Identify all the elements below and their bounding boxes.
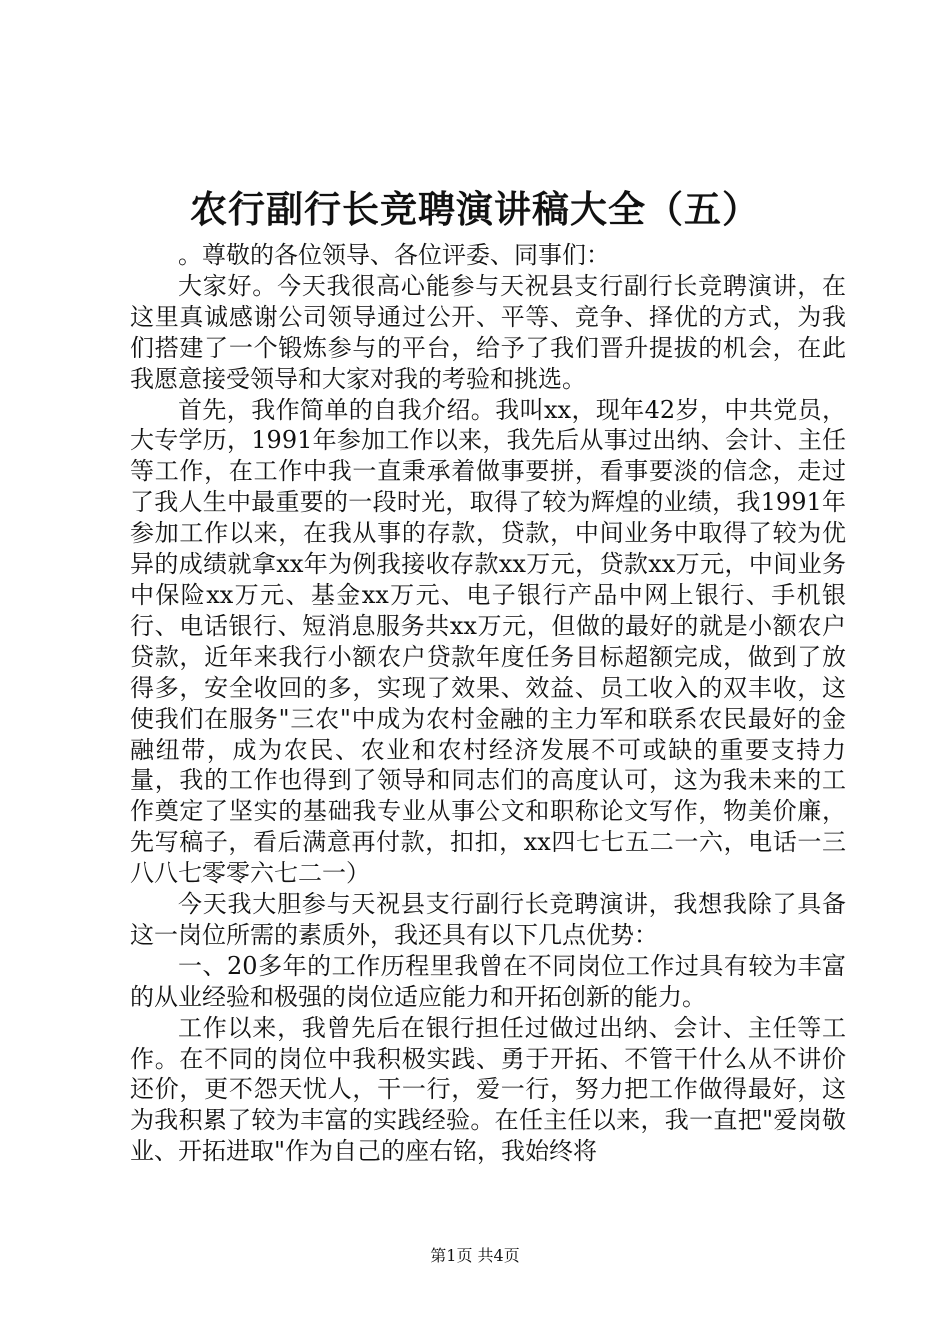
body-paragraph-salutation: 。尊敬的各位领导、各位评委、同事们： [178, 241, 610, 269]
document-title: 农行副行长竞聘演讲稿大全（五） [190, 187, 760, 231]
body-paragraph-work-history: 工作以来，我曾先后在银行担任过做过出纳、会计、主任等工作。在不同的岗位中我积极实践、勇于开拓、不管干什么从不讲价还价，更不怨天忧人，干一行，爱一行，努力把工作做得最好，这为我积累了较为丰富的实践经验。在任主任以来，我一直把"爱岗敬业、开拓进取"作为自己的座右铭，我始终将 [130, 1013, 846, 1166]
document-body [130, 240, 846, 1167]
body-paragraph-greeting: 大家好。今天我很高心能参与天祝县支行副行长竞聘演讲，在这里真诚感谢公司领导通过公开、平等、竞争、择优的方式，为我们搭建了一个锻炼参与的平台，给予了我们晋升提拔的机会，在此我愿意接受领导和大家对我的考验和挑选。 [130, 271, 846, 393]
page-number-footer: 第1页 共4页 [430, 1246, 520, 1265]
body-paragraph-advantages-intro: 今天我大胆参与天祝县支行副行长竞聘演讲，我想我除了具备这一岗位所需的素质外，我还具有以下几点优势： [130, 890, 846, 949]
body-paragraph-self-introduction: 首先，我作简单的自我介绍。我叫xx，现年42岁，中共党员，大专学历，1991年参加工作以来，我先后从事过出纳、会计、主任等工作，在工作中我一直秉承着做事要拼，看事要淡的信念，走过了我人生中最重要的一段时光，取得了较为辉煌的业绩，我1991年参加工作以来，在我从事的存款，贷款，中间业务中取得了较为优异的成绩就拿xx年为例我接收存款xx万元，贷款xx万元，中间业务中保险xx万元、基金xx万元、电子银行产品中网上银行、手机银行、电话银行、短消息服务共xx万元，但做的最好的就是小额农户贷款，近年来我行小额农户贷款年度任务目标超额完成，做到了放得多，安全收回的多，实现了效果、效益、员工收入的双丰收，这使我们在服务"三农"中成为农村金融的主力军和联系农民最好的金融纽带，成为农民、农业和农村经济发展不可或缺的重要支持力量，我的工作也得到了领导和同志们的高度认可，这为我未来的工作奠定了坚实的基础我专业从事公文和职称论文写作，物美价廉，先写稿子，看后满意再付款，扣扣，xx四七七五二一六，电话一三八八七零零六七二一） [130, 395, 846, 888]
body-paragraph-advantage-one: 一、20多年的工作历程里我曾在不同岗位工作过具有较为丰富的从业经验和极强的岗位适应能力和开拓创新的能力。 [130, 951, 846, 1011]
